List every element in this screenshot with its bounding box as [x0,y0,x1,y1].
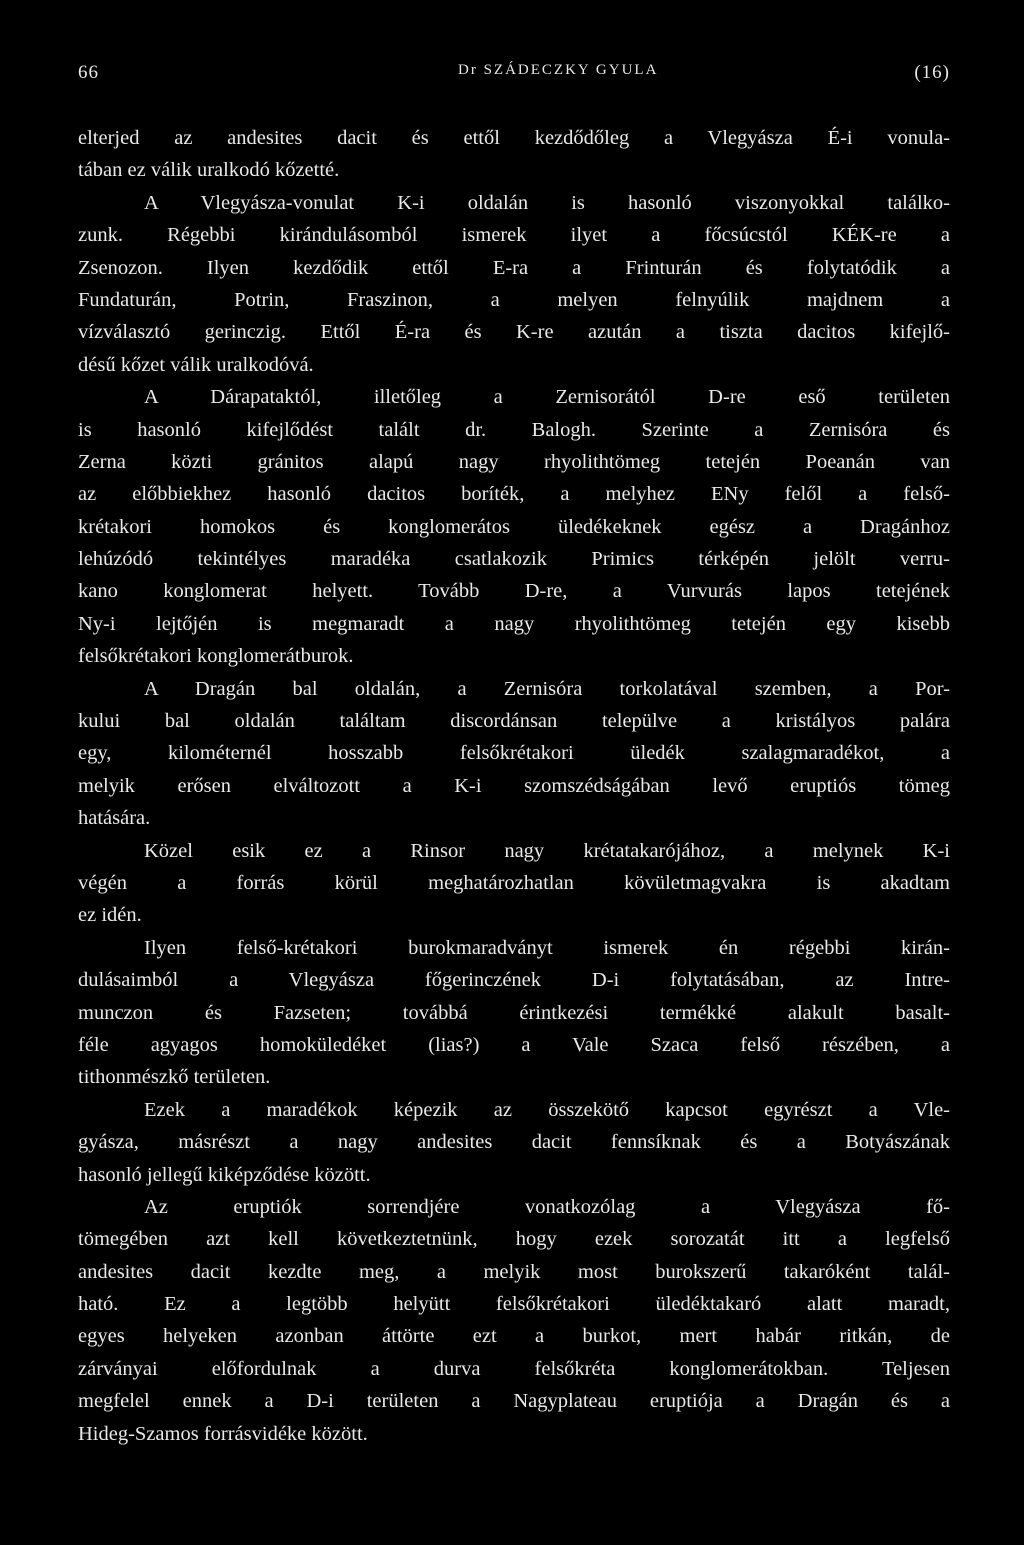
text-line: Közel esik ez a Rinsor nagy krétatakarójához, a melynek K-i [144,839,950,862]
text-line: végén a forrás körül meghatározhatlan kövületmagvakra is akadtam [78,871,950,894]
text-line: dulásaimból a Vlegyásza főgerinczének D-i folytatásában, az Intre- [78,969,950,992]
text-line: egy, kilométernél hosszabb felsőkrétakori üledék szalagmaradékot, a [78,742,950,765]
section-number: (16) [914,62,950,83]
text-line: ez idén. [78,904,142,927]
text-line: hatására. [78,807,151,830]
text-line: A Dragán bal oldalán, a Zernisóra torkolatával szemben, a Por- [144,677,950,700]
text-line: munczon és Fazseten; továbbá érintkezési termékké alakult basalt- [78,1001,950,1024]
text-line: Fundaturán, Potrin, Fraszinon, a melyen felnyúlik majdnem a [78,288,950,311]
page-number: 66 [78,62,99,83]
text-line: kano konglomerat helyett. Tovább D-re, a Vurvurás lapos tetejének [78,580,950,603]
text-line: féle agyagos homoküledéket (lias?) a Vale Szaca felső részében, a [78,1033,950,1056]
text-line: krétakori homokos és konglomerátos üledékeknek egész a Dragánhoz [78,515,950,538]
text-line: andesites dacit kezdte meg, a melyik most burokszerű takaróként talál- [78,1260,950,1283]
text-line: Hideg-Szamos forrásvidéke között. [78,1422,368,1445]
text-line: elterjed az andesites dacit és ettől kezdődőleg a Vlegyásza É-i vonula- [78,127,950,149]
text-line: A Vlegyásza-vonulat K-i oldalán is hasonló viszonyokkal találko- [144,191,950,214]
text-line: Zsenozon. Ilyen kezdődik ettől E-ra a Frinturán és folytatódik a [78,256,950,279]
page-header [78,62,950,92]
text-line: gyásza, másrészt a nagy andesites dacit fennsíknak és a Botyászának [78,1131,950,1154]
text-line: Ezek a maradékok képezik az összekötő kapcsot egyrészt a Vle- [144,1098,950,1121]
running-title: Dr SZÁDECZKY GYULA [458,62,659,78]
text-line: felsőkrétakori konglomerátburok. [78,645,354,668]
text-line: lehúzódó tekintélyes maradéka csatlakozik Primics térképén jelölt verru- [78,548,950,571]
text-line: hasonló jellegű kiképződése között. [78,1163,371,1186]
text-line: Zerna közti gránitos alapú nagy rhyolithtömeg tetején Poeanán van [78,450,950,473]
text-line: ható. Ez a legtöbb helyütt felsőkrétakori üledéktakaró alatt maradt, [78,1293,950,1316]
text-line: is hasonló kifejlődést talált dr. Balogh. Szerinte a Zernisóra és [78,418,950,441]
text-line: A Dárapataktól, illetőleg a Zernisorától D-re eső területen [144,386,950,409]
text-line: tában ez válik uralkodó kőzetté. [78,159,340,182]
text-line: kului bal oldalán találtam discordánsan települve a kristályos palára [78,710,950,733]
text-line: désű kőzet válik uralkodóvá. [78,353,314,376]
text-line: vízválasztó gerinczig. Ettől É-ra és K-re azután a tiszta dacitos kifejlő- [78,321,950,344]
text-line: megfelel ennek a D-i területen a Nagyplateau eruptiója a Dragán és a [78,1390,950,1413]
text-line: tömegében azt kell következtetnünk, hogy ezek sorozatát itt a legfelső [78,1228,950,1251]
body-text [78,122,950,1450]
text-line: Ilyen felső-krétakori burokmaradványt ismerek én régebbi kirán- [144,936,950,959]
text-line: Az eruptiók sorrendjére vonatkozólag a Vlegyásza fő- [144,1195,950,1218]
text-line: tithonmészkő területen. [78,1066,271,1089]
text-line: zárványai előfordulnak a durva felsőkréta konglomerátokban. Teljesen [78,1357,950,1380]
text-line: melyik erősen elváltozott a K-i szomszédságában levő eruptiós tömeg [78,774,950,797]
text-line: egyes helyeken azonban áttörte ezt a burkot, mert habár ritkán, de [78,1325,950,1348]
text-line: zunk. Régebbi kirándulásomból ismerek ilyet a főcsúcstól KÉK-re a [78,224,950,247]
text-line: az előbbiekhez hasonló dacitos boríték, a melyhez ENy felől a felső- [78,483,950,506]
text-line: Ny-i lejtőjén is megmaradt a nagy rhyolithtömeg tetején egy kisebb [78,612,950,635]
